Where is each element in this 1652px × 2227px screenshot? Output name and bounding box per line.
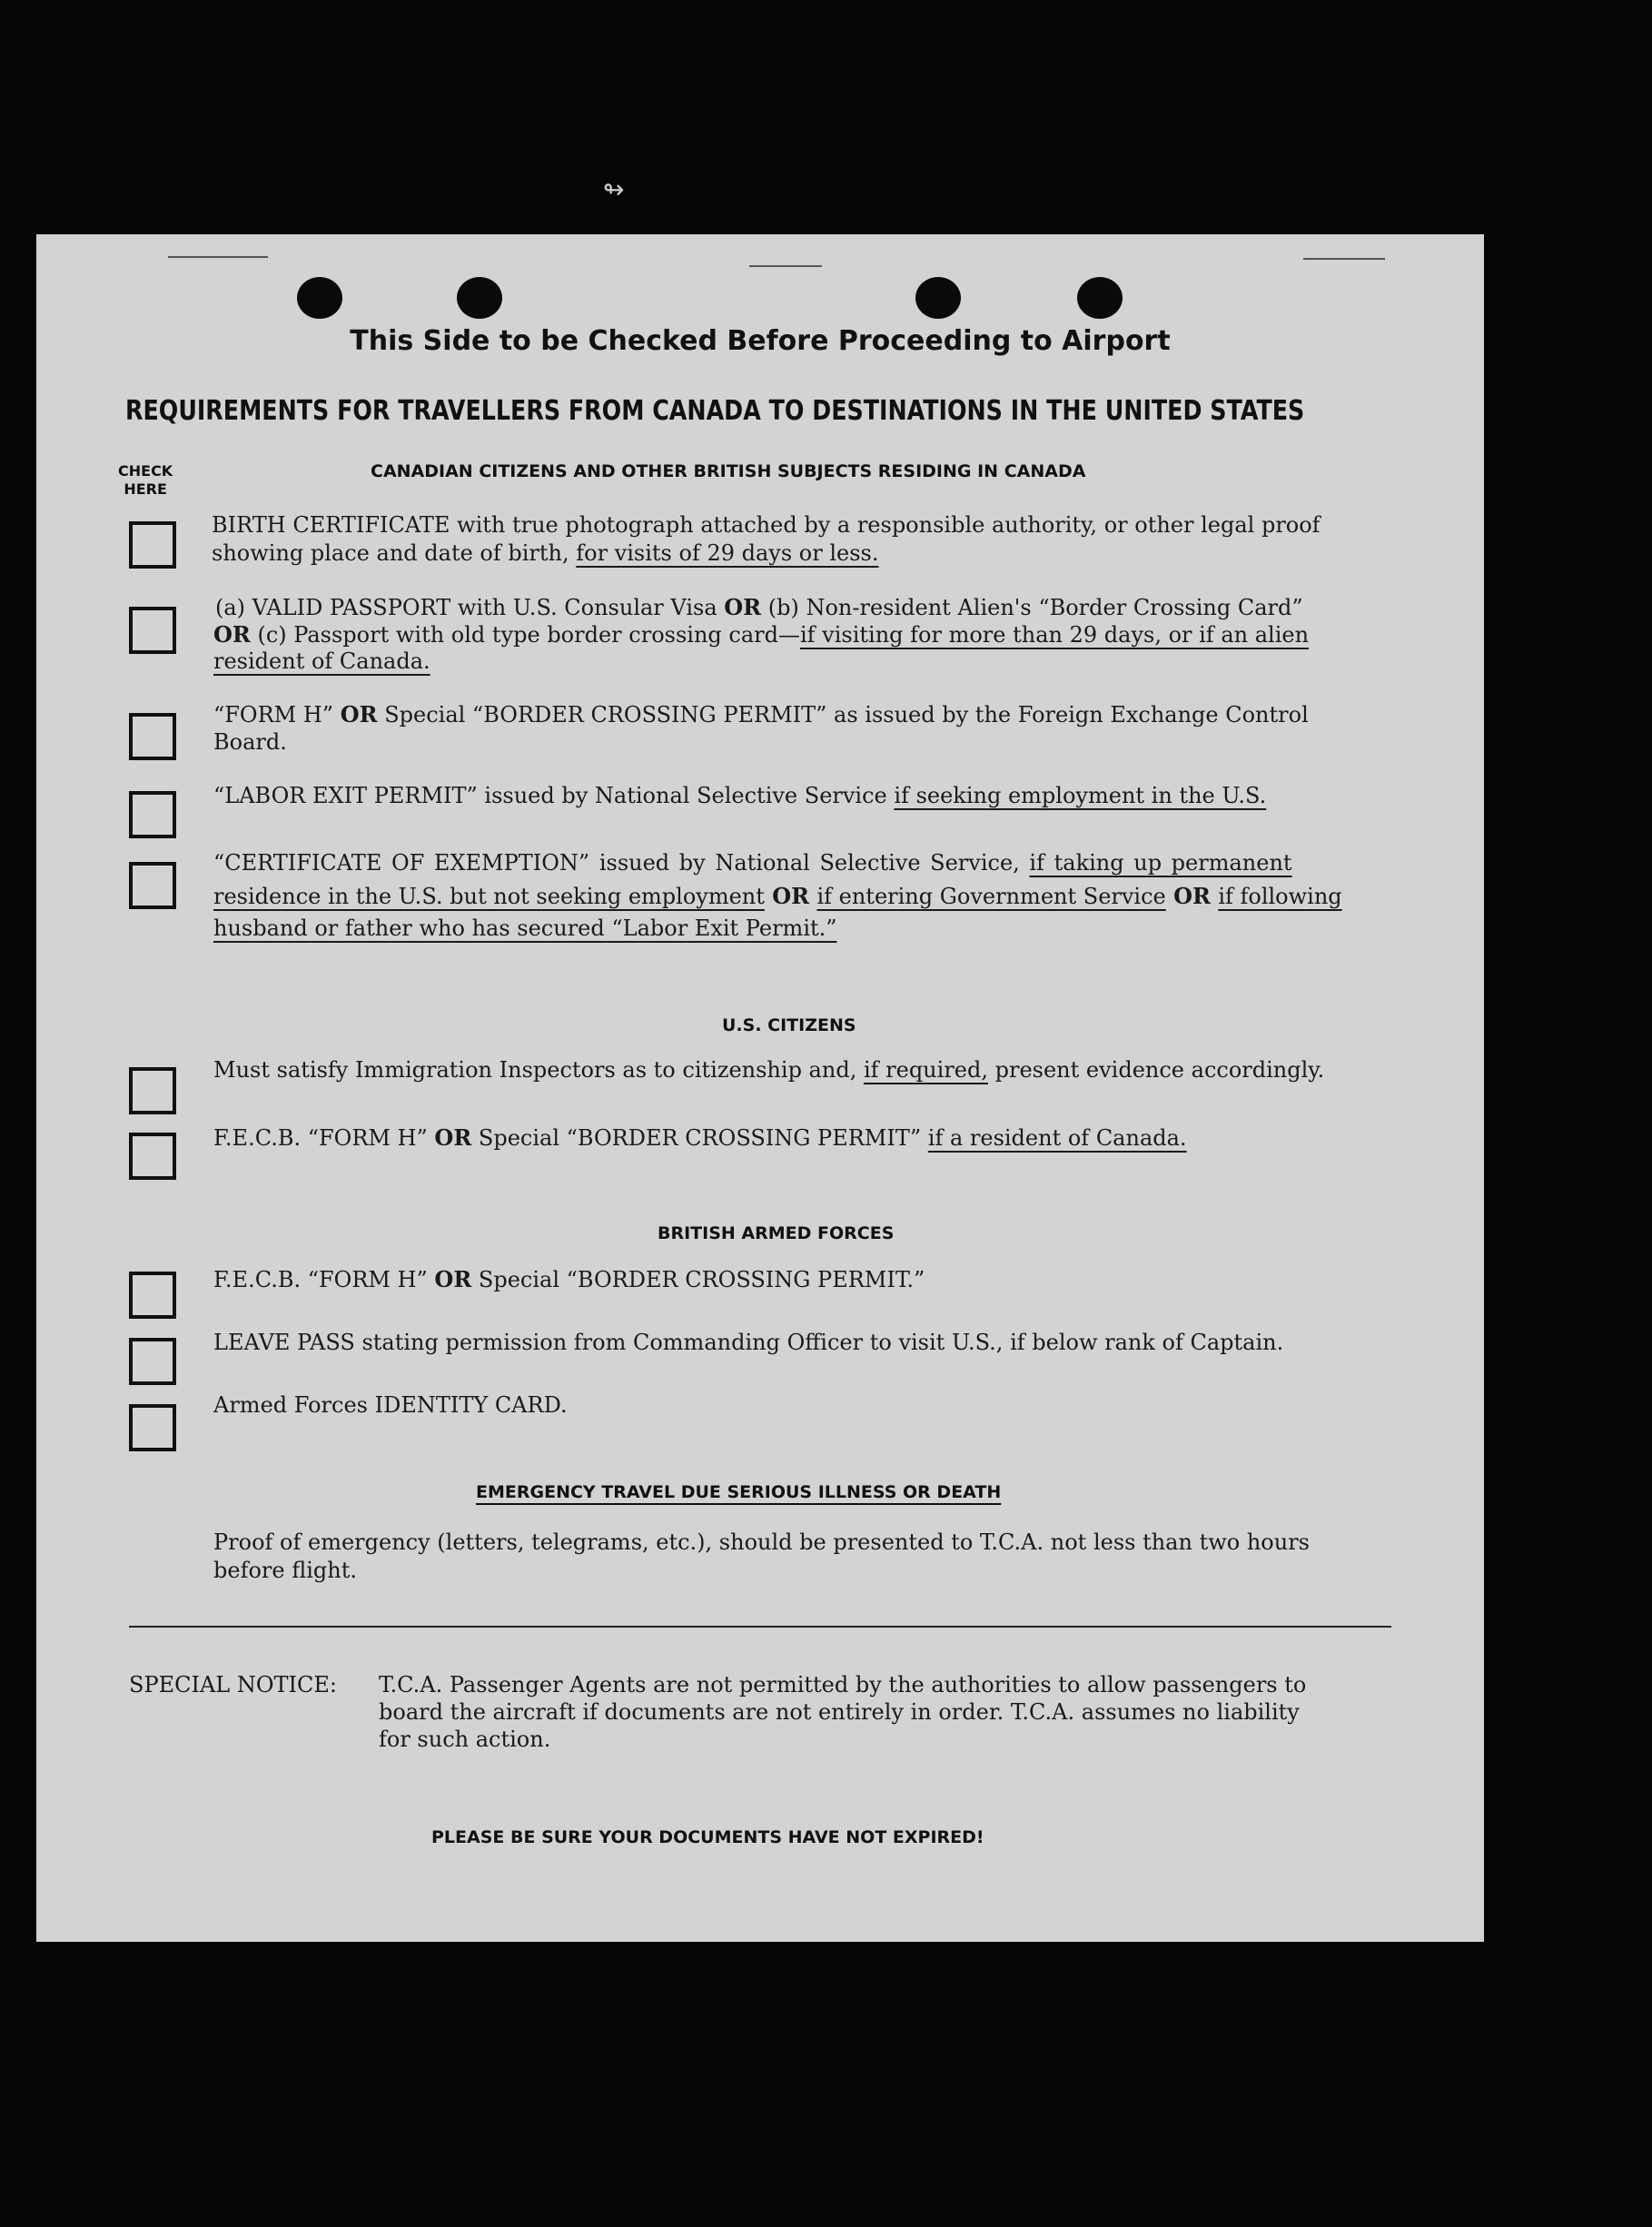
item-passport-line3: resident of Canada. [213,648,430,674]
subtitle: This Side to be Checked Before Proceeding to Airport [350,325,1171,357]
item-passport-line1: (a) VALID PASSPORT with U.S. Consular Visa OR (b) Non-resident Alien's “Border Crossing Card” [215,594,1303,620]
section-heading-canadian: CANADIAN CITIZENS AND OTHER BRITISH SUBJECTS RESIDING IN CANADA [371,461,1086,481]
scratch [168,256,268,258]
item-form-h-line2: Board. [213,729,287,755]
item-form-h-line1: “FORM H” OR Special “BORDER CROSSING PERMIT” as issued by the Foreign Exchange Control [213,701,1309,727]
check-here-label: CHECK HERE [118,462,173,498]
checkbox-certificate-exemption[interactable] [129,862,176,909]
document-page [36,234,1484,1942]
item-birth-certificate-line1: BIRTH CERTIFICATE with true photograph attached by a responsible authority, or other legal proof [212,512,1321,538]
footer-warning: PLEASE BE SURE YOUR DOCUMENTS HAVE NOT EXPIRED! [431,1827,984,1847]
item-certificate-exemption-line3: husband or father who has secured “Labor Exit Permit.” [213,916,837,941]
section-heading-british: BRITISH ARMED FORCES [658,1223,895,1243]
checkbox-british-form-h[interactable] [129,1272,176,1319]
special-notice-line1: T.C.A. Passenger Agents are not permitted by the authorities to allow passengers to [379,1672,1307,1697]
scratch [749,265,822,267]
checkbox-us-form-h[interactable] [129,1133,176,1180]
section-heading-emergency: EMERGENCY TRAVEL DUE SERIOUS ILLNESS OR DEATH [476,1482,1002,1502]
punch-hole [1077,277,1123,319]
scratch [1303,258,1385,260]
checkbox-form-h[interactable] [129,713,176,760]
item-birth-certificate-line2: showing place and date of birth, for visits of 29 days or less. [212,540,879,566]
page-title: REQUIREMENTS FOR TRAVELLERS FROM CANADA TO DESTINATIONS IN THE UNITED STATES [125,395,1305,427]
checkbox-us-immigration[interactable] [129,1067,176,1114]
punch-hole [457,277,502,319]
special-notice-line3: for such action. [379,1727,551,1752]
item-passport-line2: OR (c) Passport with old type border crossing card—if visiting for more than 29 days, or if an alien [213,621,1310,648]
section-heading-us: U.S. CITIZENS [722,1015,856,1035]
emergency-text-line2: before flight. [213,1558,357,1583]
item-us-immigration: Must satisfy Immigration Inspectors as to citizenship and, if required, present evidence accordingly. [213,1057,1325,1083]
special-notice-label: SPECIAL NOTICE: [129,1672,337,1697]
special-notice-line2: board the aircraft if documents are not entirely in order. T.C.A. assumes no liability [379,1699,1300,1725]
item-labor-exit-permit: “LABOR EXIT PERMIT” issued by National Selective Service if seeking employment in the U.S. [213,783,1267,808]
item-certificate-exemption-line2: residence in the U.S. but not seeking employment OR if entering Government Service OR if following [213,883,1342,909]
checkbox-passport[interactable] [129,607,176,654]
checkbox-leave-pass[interactable] [129,1338,176,1385]
handwritten-mark: ↬ [603,174,625,204]
item-leave-pass: LEAVE PASS stating permission from Commanding Officer to visit U.S., if below rank of Captain. [213,1330,1284,1355]
divider [129,1626,1391,1628]
item-us-form-h: F.E.C.B. “FORM H” OR Special “BORDER CROSSING PERMIT” if a resident of Canada. [213,1124,1187,1151]
punch-hole [915,277,961,319]
checkbox-identity-card[interactable] [129,1404,176,1451]
checkbox-labor-exit-permit[interactable] [129,791,176,838]
checkbox-birth-certificate[interactable] [129,521,176,569]
item-certificate-exemption-line1: “CERTIFICATE OF EXEMPTION” issued by National Selective Service, if taking up permanent [213,850,1292,876]
emergency-text-line1: Proof of emergency (letters, telegrams, etc.), should be presented to T.C.A. not less than two hours [213,1529,1310,1555]
item-british-form-h: F.E.C.B. “FORM H” OR Special “BORDER CROSSING PERMIT.” [213,1266,925,1292]
item-identity-card: Armed Forces IDENTITY CARD. [213,1392,568,1418]
punch-hole [297,277,342,319]
